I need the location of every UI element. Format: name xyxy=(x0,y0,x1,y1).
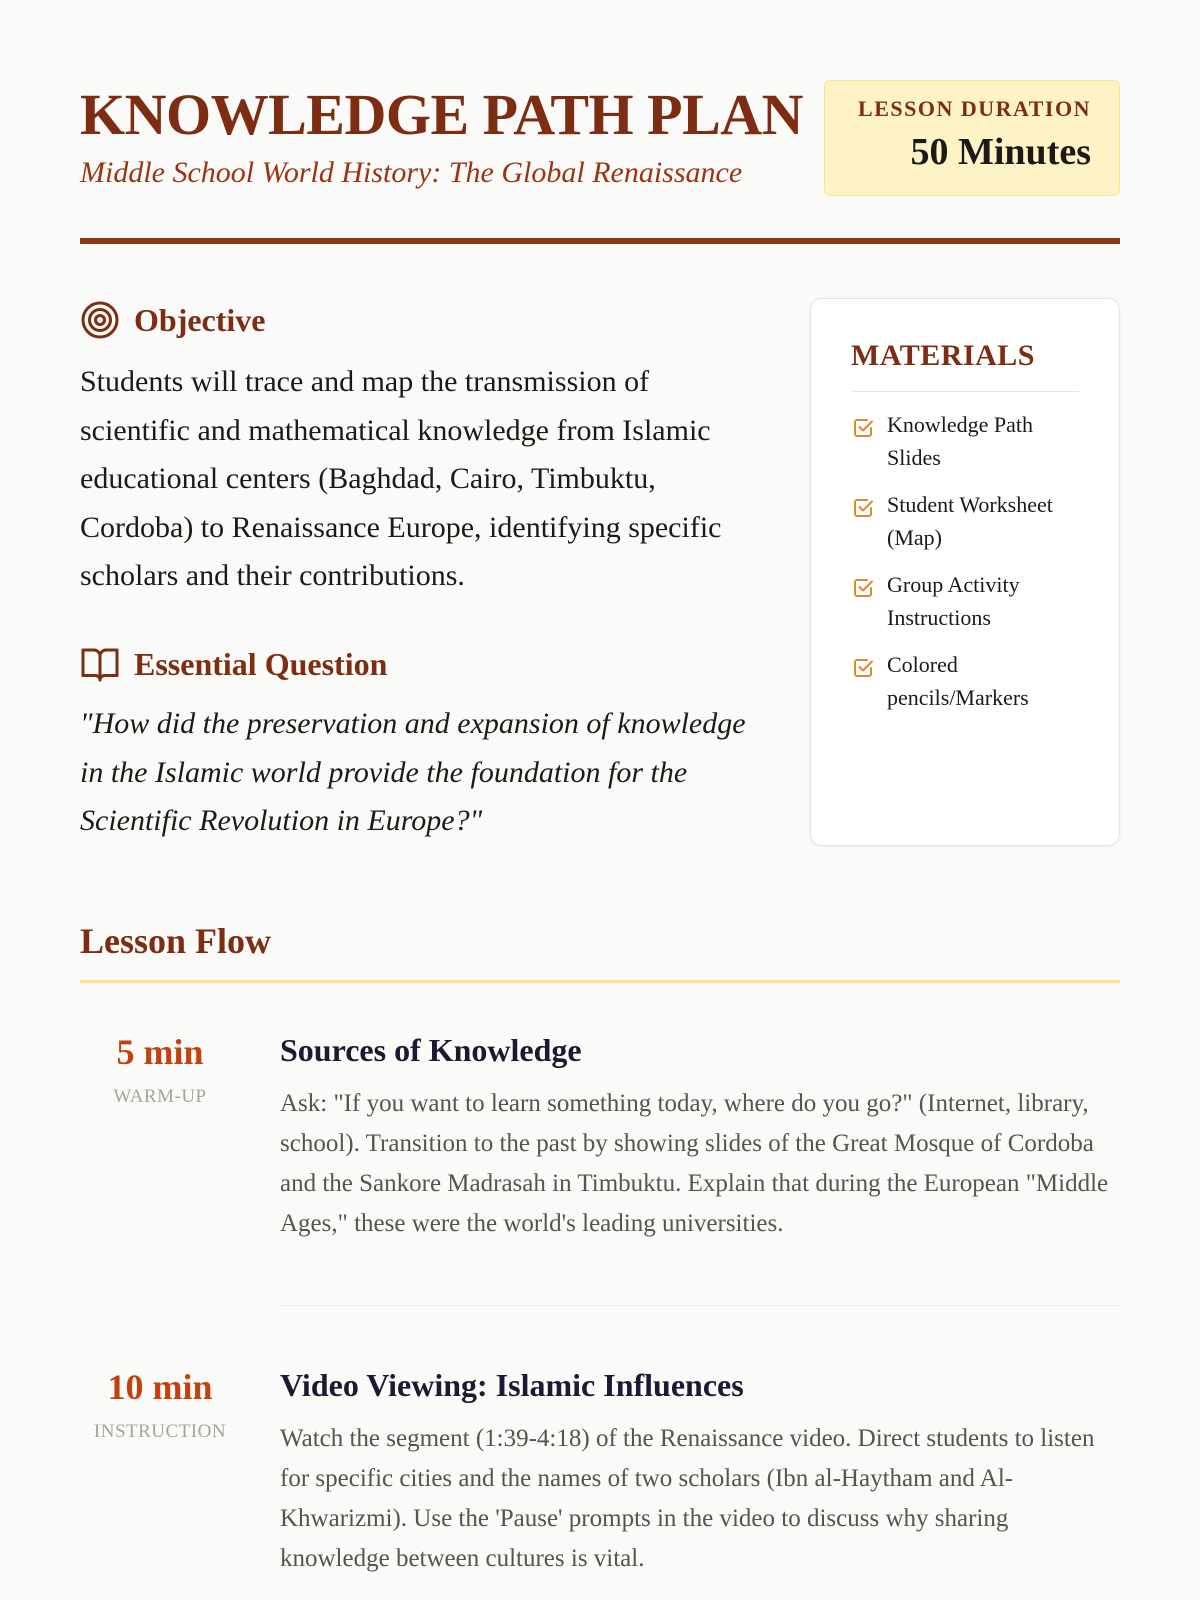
page-title: KNOWLEDGE PATH PLAN xyxy=(80,82,804,147)
check-square-icon xyxy=(851,656,875,680)
step-divider xyxy=(280,1305,1120,1306)
materials-item xyxy=(851,648,1079,714)
check-square-icon xyxy=(851,576,875,600)
materials-list xyxy=(851,408,1079,714)
step-description: Watch the segment (1:39-4:18) of the Renaissance video. Direct students to listen for specific cities and the names of two scholars (Ibn al-Haytham and Al-Khwarizmi). Use the 'Pause' prompts in the video to discuss why sharing knowledge between cultures is vital. xyxy=(280,1425,1095,1572)
lesson-plan-page xyxy=(80,0,1120,1600)
step-body xyxy=(280,1030,1120,1244)
target-icon xyxy=(80,300,120,340)
materials-item xyxy=(851,488,1079,554)
materials-item-label: Knowledge Path Slides xyxy=(887,412,1034,470)
materials-item-label: Student Worksheet (Map) xyxy=(887,492,1053,550)
step-description: Ask: "If you want to learn something today, where do you go?" (Internet, library, school). Transition to the past by showing slides of the Great Mosque of Cordoba and the Sankore Madrasah in Timbuktu. Explain that during the European "Middle Ages," these were the world's leading universities. xyxy=(280,1090,1109,1237)
step-time: 5 min xyxy=(116,1032,204,1072)
materials-card xyxy=(810,298,1120,846)
lesson-duration-box xyxy=(824,80,1120,196)
materials-item xyxy=(851,568,1079,634)
essential-question-text: "How did the preservation and expansion of knowledge in the Islamic world provide the foundation for the Scientific Revolution in Europe?" xyxy=(80,707,746,837)
step-time: 10 min xyxy=(107,1367,213,1407)
objective-heading xyxy=(80,298,266,342)
lesson-flow-title: Lesson Flow xyxy=(80,921,272,961)
book-open-icon xyxy=(80,644,120,684)
materials-title: MATERIALS xyxy=(851,339,1079,392)
step-title: Sources of Knowledge xyxy=(280,1032,582,1068)
check-square-icon xyxy=(851,416,875,440)
page-subtitle: Middle School World History: The Global Renaissance xyxy=(80,156,743,189)
objective-text: Students will trace and map the transmission of scientific and mathematical knowledge from Islamic educational centers (Baghdad, Cairo, Timbuktu, Cordoba) to Renaissance Europe, identifying specific scholars and their contributions. xyxy=(80,365,722,592)
lesson-duration-label: LESSON DURATION xyxy=(858,96,1091,121)
step-phase: WARM-UP xyxy=(113,1086,207,1107)
lesson-flow-divider xyxy=(80,980,1120,983)
materials-item xyxy=(851,408,1079,474)
check-square-icon xyxy=(851,496,875,520)
step-title: Video Viewing: Islamic Influences xyxy=(280,1367,744,1403)
objective-title: Objective xyxy=(134,301,266,338)
lesson-duration-value: 50 Minutes xyxy=(910,131,1091,173)
essential-question-heading xyxy=(80,642,387,686)
step-body xyxy=(280,1365,1120,1579)
step-phase: INSTRUCTION xyxy=(93,1421,227,1442)
materials-item-label: Colored pencils/Markers xyxy=(887,652,1029,710)
header xyxy=(80,80,1120,240)
essential-question-title: Essential Question xyxy=(134,645,388,682)
header-divider xyxy=(80,238,1120,244)
materials-item-label: Group Activity Instructions xyxy=(887,572,1020,630)
